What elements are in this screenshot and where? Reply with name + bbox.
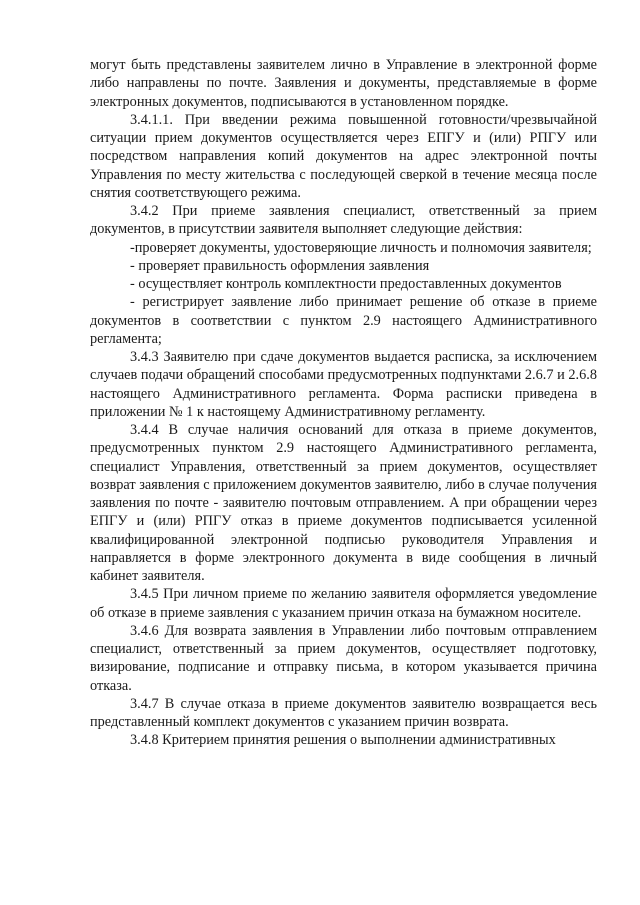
list-item-check-application: - проверяет правильность оформления заявления — [130, 257, 430, 274]
paragraph-3-4-8: 3.4.8 Критерием принятия решения о выполнении административных — [130, 732, 556, 749]
list-item-completeness-control: - осуществляет контроль комплектности предоставленных документов — [130, 276, 562, 292]
list-item-check-documents: -проверяет документы, удостоверяющие личность и полномочия заявителя; — [130, 239, 592, 256]
paragraph-3-4-3: 3.4.3 Заявителю при сдаче документов выдается расписка, за исключением случаев подачи обращений способами предусмотренных подпунктами 2.6.7 и 2.6.8 настоящего Административного регламента. Форма расписки приведена в приложении № 1 к настоящему Административному регламенту. — [90, 349, 597, 420]
paragraph-3-4-5: 3.4.5 При личном приеме по желанию заявителя оформляется уведомление об отказе в приеме заявления с указанием причин отказа на бумажном носителе. — [90, 586, 597, 621]
paragraph-3-4-4: 3.4.4 В случае наличия оснований для отказа в приеме документов, предусмотренных пунктом 2.9 настоящего Административного регламента, специалист Управления, ответственный за прием документов, осуществляет возврат заявления с приложением документов заявителю, либо в случае получения заявления по почте - заявителю почтовым отправлением. А при обращении через ЕПГУ и (или) РПГУ отказ в приеме документов подписывается усиленной квалифицированной электронной подписью руководителя Управления и направляется в форме электронного документа в виде сообщения в личный кабинет заявителя. — [90, 422, 597, 584]
paragraph-3-4-7: 3.4.7 В случае отказа в приеме документов заявителю возвращается весь представленный комплект документов с указанием причин возврата. — [90, 695, 597, 730]
paragraph-3-4-2: 3.4.2 При приеме заявления специалист, ответственный за прием документов, в присутствии заявителя выполняет следующие действия: — [90, 203, 597, 238]
document-page — [90, 56, 597, 750]
paragraph-3-4-6: 3.4.6 Для возврата заявления в Управлении либо почтовым отправлением специалист, ответственный за прием документов, осуществляет подготовку, визирование, подписание и отправку письма, в котором указывается причина отказа. — [90, 622, 597, 694]
paragraph-3-4-1-1: 3.4.1.1. При введении режима повышенной готовности/чрезвычайной ситуации прием документов осуществляется через ЕПГУ и (или) РПГУ или посредством направления копий документов на адрес электронной почты Управления по месту жительства с последующей сверкой в течение месяца после снятия соответствующего режима. — [90, 111, 597, 201]
paragraph-continuation: могут быть представлены заявителем лично в Управление в электронной форме либо направлены по почте. Заявления и документы, представляемые в форме электронных документов, подписываются в установленном порядке. — [90, 57, 597, 110]
list-item-register-application: - регистрирует заявление либо принимает решение об отказе в приеме документов в соответствии с пунктом 2.9 настоящего Административного регламента; — [90, 294, 597, 347]
